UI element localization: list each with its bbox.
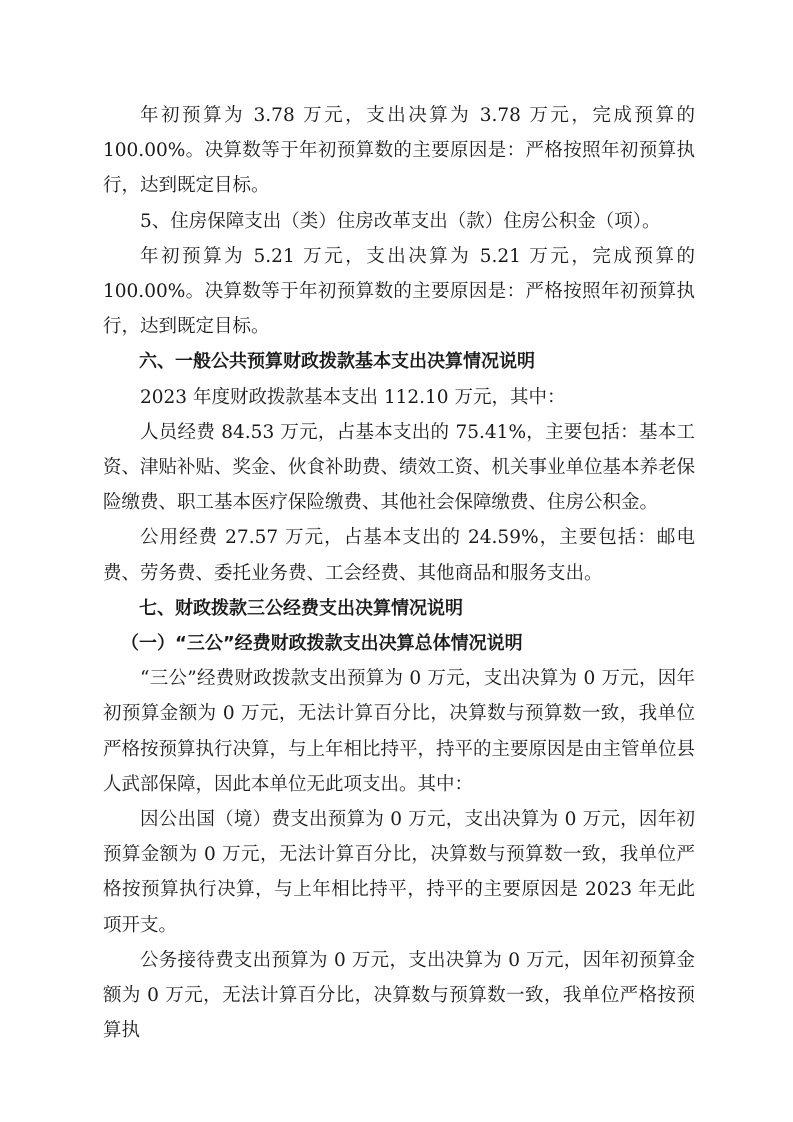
document-page bbox=[103, 98, 695, 1048]
paragraph-personnel-expense: 人员经费 84.53 万元，占基本支出的 75.41%，主要包括：基本工资、津贴补贴、奖金、伙食补助费、绩效工资、机关事业单位基本养老保险缴费、职工基本医疗保险缴费、其他社会保障缴费、住房公积金。 bbox=[103, 421, 696, 514]
paragraph-housing-item: 5、住房保障支出（类）住房改革支出（款）住房公积金（项）。 bbox=[140, 210, 661, 232]
paragraph-budget-3-78: 年初预算为 3.78 万元，支出决算为 3.78 万元，完成预算的 100.00%。决算数等于年初预算数的主要原因是：严格按照年初预算执行，达到既定目标。 bbox=[103, 105, 695, 197]
paragraph-reception-expense: 公务接待费支出预算为 0 万元，支出决算为 0 万元，因年初预算金额为 0 万元，无法计算百分比，决算数与预算数一致，我单位严格按预算执 bbox=[103, 949, 695, 1042]
section-heading-6: 六、一般公共预算财政拨款基本支出决算情况说明 bbox=[139, 351, 535, 373]
paragraph-budget-5-21: 年初预算为 5.21 万元，支出决算为 5.21 万元，完成预算的 100.00%。决算数等于年初预算数的主要原因是：严格按照年初预算执行，达到既定目标。 bbox=[103, 245, 695, 338]
paragraph-public-expense: 公用经费 27.57 万元，占基本支出的 24.59%，主要包括：邮电费、劳务费、委托业务费、工会经费、其他商品和服务支出。 bbox=[103, 527, 695, 584]
paragraph-basic-expenditure: 2023 年度财政拨款基本支出 112.10 万元，其中： bbox=[140, 386, 566, 408]
paragraph-three-public-overall: “三公”经费财政拨款支出预算为 0 万元，支出决算为 0 万元，因年初预算金额为 0 万元，无法计算百分比，决算数与预算数一致，我单位严格按预算执行决算，与上年相比持平，持平的主要原因是由主管单位县人武部保障，因此本单位无此项支出。其中： bbox=[103, 668, 696, 795]
subsection-heading-1: （一）“三公”经费财政拨款支出决算总体情况说明 bbox=[121, 633, 523, 655]
section-heading-7: 七、财政拨款三公经费支出决算情况说明 bbox=[139, 597, 463, 619]
paragraph-overseas-expense: 因公出国（境）费支出预算为 0 万元，支出决算为 0 万元，因年初预算金额为 0 万元，无法计算百分比，决算数与预算数一致，我单位严格按预算执行决算，与上年相比持平，持平的主要原因是 2023 年无此项开支。 bbox=[103, 809, 695, 936]
